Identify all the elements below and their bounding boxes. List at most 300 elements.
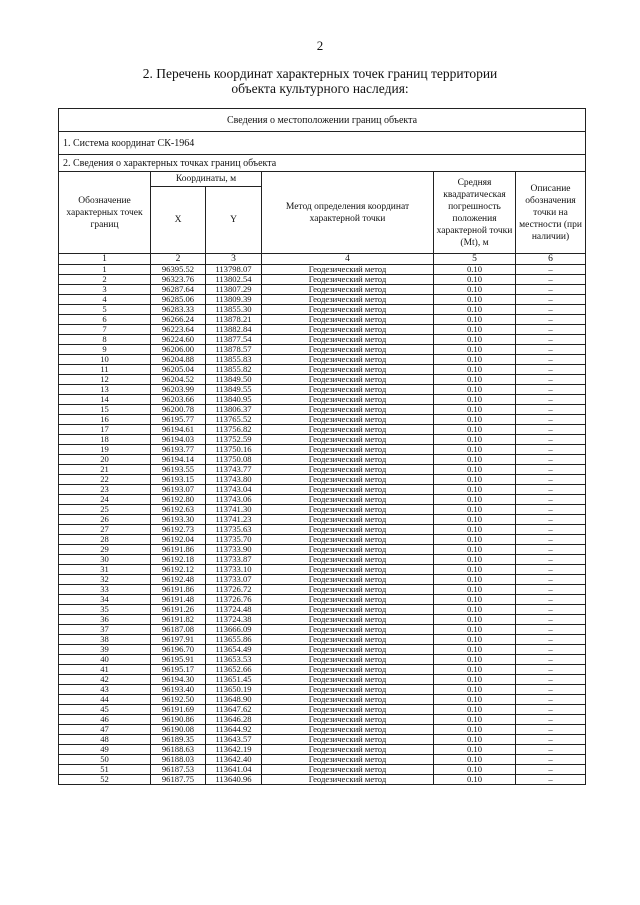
point-number: 10 xyxy=(59,355,151,365)
table-row xyxy=(59,665,586,675)
table-row xyxy=(59,395,586,405)
point-number: 31 xyxy=(59,565,151,575)
table-row xyxy=(59,535,586,545)
method-cell: Геодезический метод xyxy=(262,345,434,355)
point-number: 45 xyxy=(59,705,151,715)
error-cell: 0.10 xyxy=(434,375,516,385)
x-coordinate: 96188.63 xyxy=(151,745,206,755)
description-cell: – xyxy=(516,625,586,635)
x-coordinate: 96193.77 xyxy=(151,445,206,455)
point-number: 5 xyxy=(59,305,151,315)
table-row xyxy=(59,625,586,635)
y-coordinate: 113735.70 xyxy=(206,535,262,545)
error-cell: 0.10 xyxy=(434,605,516,615)
description-cell: – xyxy=(516,585,586,595)
x-coordinate: 96195.77 xyxy=(151,415,206,425)
y-coordinate: 113750.16 xyxy=(206,445,262,455)
y-coordinate: 113756.82 xyxy=(206,425,262,435)
col-x-header: X xyxy=(151,187,206,254)
error-cell: 0.10 xyxy=(434,555,516,565)
method-cell: Геодезический метод xyxy=(262,765,434,775)
x-coordinate: 96192.12 xyxy=(151,565,206,575)
table-row xyxy=(59,605,586,615)
point-number: 23 xyxy=(59,485,151,495)
error-cell: 0.10 xyxy=(434,325,516,335)
table-row xyxy=(59,615,586,625)
y-coordinate: 113650.19 xyxy=(206,685,262,695)
table-row xyxy=(59,705,586,715)
description-cell: – xyxy=(516,695,586,705)
error-cell: 0.10 xyxy=(434,625,516,635)
description-cell: – xyxy=(516,305,586,315)
y-coordinate: 113878.57 xyxy=(206,345,262,355)
x-coordinate: 96188.03 xyxy=(151,755,206,765)
method-cell: Геодезический метод xyxy=(262,605,434,615)
table-row xyxy=(59,525,586,535)
x-coordinate: 96197.91 xyxy=(151,635,206,645)
y-coordinate: 113840.95 xyxy=(206,395,262,405)
method-cell: Геодезический метод xyxy=(262,305,434,315)
description-cell: – xyxy=(516,435,586,445)
error-cell: 0.10 xyxy=(434,435,516,445)
point-number: 51 xyxy=(59,765,151,775)
table-row xyxy=(59,265,586,275)
description-cell: – xyxy=(516,735,586,745)
point-number: 28 xyxy=(59,535,151,545)
table-row xyxy=(59,695,586,705)
method-cell: Геодезический метод xyxy=(262,435,434,445)
point-number: 50 xyxy=(59,755,151,765)
x-coordinate: 96192.63 xyxy=(151,505,206,515)
table-row xyxy=(59,595,586,605)
error-cell: 0.10 xyxy=(434,465,516,475)
error-cell: 0.10 xyxy=(434,535,516,545)
title-line-2: объекта культурного наследия: xyxy=(231,81,409,96)
method-cell: Геодезический метод xyxy=(262,405,434,415)
x-coordinate: 96200.78 xyxy=(151,405,206,415)
description-cell: – xyxy=(516,355,586,365)
y-coordinate: 113849.55 xyxy=(206,385,262,395)
y-coordinate: 113806.37 xyxy=(206,405,262,415)
error-cell: 0.10 xyxy=(434,405,516,415)
error-cell: 0.10 xyxy=(434,525,516,535)
table-row xyxy=(59,355,586,365)
error-cell: 0.10 xyxy=(434,265,516,275)
x-coordinate: 96203.66 xyxy=(151,395,206,405)
table-row xyxy=(59,635,586,645)
description-cell: – xyxy=(516,325,586,335)
description-cell: – xyxy=(516,475,586,485)
error-cell: 0.10 xyxy=(434,665,516,675)
x-coordinate: 96196.70 xyxy=(151,645,206,655)
x-coordinate: 96195.91 xyxy=(151,655,206,665)
table-row xyxy=(59,415,586,425)
description-cell: – xyxy=(516,405,586,415)
description-cell: – xyxy=(516,665,586,675)
error-cell: 0.10 xyxy=(434,595,516,605)
point-number: 35 xyxy=(59,605,151,615)
point-number: 41 xyxy=(59,665,151,675)
error-cell: 0.10 xyxy=(434,455,516,465)
method-cell: Геодезический метод xyxy=(262,625,434,635)
method-cell: Геодезический метод xyxy=(262,715,434,725)
method-cell: Геодезический метод xyxy=(262,685,434,695)
y-coordinate: 113741.30 xyxy=(206,505,262,515)
table-row xyxy=(59,645,586,655)
table-row xyxy=(59,765,586,775)
error-cell: 0.10 xyxy=(434,545,516,555)
error-cell: 0.10 xyxy=(434,655,516,665)
method-cell: Геодезический метод xyxy=(262,285,434,295)
y-coordinate: 113809.39 xyxy=(206,295,262,305)
x-coordinate: 96192.18 xyxy=(151,555,206,565)
point-number: 44 xyxy=(59,695,151,705)
y-coordinate: 113878.21 xyxy=(206,315,262,325)
error-cell: 0.10 xyxy=(434,685,516,695)
error-cell: 0.10 xyxy=(434,755,516,765)
point-number: 20 xyxy=(59,455,151,465)
col-number: 1 xyxy=(59,254,151,265)
point-number: 49 xyxy=(59,745,151,755)
table-row xyxy=(59,305,586,315)
table-row xyxy=(59,775,586,785)
description-cell: – xyxy=(516,465,586,475)
table-row xyxy=(59,315,586,325)
table-row xyxy=(59,455,586,465)
point-number: 4 xyxy=(59,295,151,305)
table-body xyxy=(59,265,586,785)
error-cell: 0.10 xyxy=(434,275,516,285)
description-cell: – xyxy=(516,545,586,555)
point-number: 22 xyxy=(59,475,151,485)
description-cell: – xyxy=(516,415,586,425)
table-row xyxy=(59,325,586,335)
error-cell: 0.10 xyxy=(434,395,516,405)
error-cell: 0.10 xyxy=(434,385,516,395)
col-error-header: Средняя квадратическая погрешность положения характерной точки (Mt), м xyxy=(434,172,516,254)
point-number: 14 xyxy=(59,395,151,405)
point-number: 19 xyxy=(59,445,151,455)
method-cell: Геодезический метод xyxy=(262,385,434,395)
error-cell: 0.10 xyxy=(434,515,516,525)
table-row xyxy=(59,435,586,445)
method-cell: Геодезический метод xyxy=(262,665,434,675)
y-coordinate: 113807.29 xyxy=(206,285,262,295)
method-cell: Геодезический метод xyxy=(262,695,434,705)
description-cell: – xyxy=(516,565,586,575)
error-cell: 0.10 xyxy=(434,565,516,575)
method-cell: Геодезический метод xyxy=(262,555,434,565)
x-coordinate: 96192.50 xyxy=(151,695,206,705)
y-coordinate: 113855.30 xyxy=(206,305,262,315)
error-cell: 0.10 xyxy=(434,335,516,345)
error-cell: 0.10 xyxy=(434,575,516,585)
error-cell: 0.10 xyxy=(434,725,516,735)
error-cell: 0.10 xyxy=(434,775,516,785)
table-row xyxy=(59,475,586,485)
description-cell: – xyxy=(516,555,586,565)
point-number: 32 xyxy=(59,575,151,585)
point-number: 37 xyxy=(59,625,151,635)
method-cell: Геодезический метод xyxy=(262,645,434,655)
error-cell: 0.10 xyxy=(434,715,516,725)
table-row xyxy=(59,655,586,665)
description-cell: – xyxy=(516,615,586,625)
method-cell: Геодезический метод xyxy=(262,745,434,755)
y-coordinate: 113733.10 xyxy=(206,565,262,575)
y-coordinate: 113743.77 xyxy=(206,465,262,475)
table-row xyxy=(59,405,586,415)
table-row xyxy=(59,745,586,755)
y-coordinate: 113655.86 xyxy=(206,635,262,645)
x-coordinate: 96287.64 xyxy=(151,285,206,295)
error-cell: 0.10 xyxy=(434,355,516,365)
description-cell: – xyxy=(516,575,586,585)
description-cell: – xyxy=(516,425,586,435)
method-cell: Геодезический метод xyxy=(262,575,434,585)
y-coordinate: 113735.63 xyxy=(206,525,262,535)
method-cell: Геодезический метод xyxy=(262,375,434,385)
point-number: 16 xyxy=(59,415,151,425)
error-cell: 0.10 xyxy=(434,765,516,775)
col-designation-header: Обозначение характерных точек границ xyxy=(59,172,151,254)
table-row xyxy=(59,345,586,355)
method-cell: Геодезический метод xyxy=(262,505,434,515)
col-y-header: Y xyxy=(206,187,262,254)
point-number: 13 xyxy=(59,385,151,395)
x-coordinate: 96193.07 xyxy=(151,485,206,495)
page-title xyxy=(0,66,640,96)
description-cell: – xyxy=(516,445,586,455)
method-cell: Геодезический метод xyxy=(262,395,434,405)
point-number: 39 xyxy=(59,645,151,655)
point-number: 27 xyxy=(59,525,151,535)
col-number: 3 xyxy=(206,254,262,265)
y-coordinate: 113724.38 xyxy=(206,615,262,625)
method-cell: Геодезический метод xyxy=(262,445,434,455)
description-cell: – xyxy=(516,745,586,755)
table-row xyxy=(59,275,586,285)
col-number: 2 xyxy=(151,254,206,265)
x-coordinate: 96193.55 xyxy=(151,465,206,475)
method-cell: Геодезический метод xyxy=(262,775,434,785)
col-number: 5 xyxy=(434,254,516,265)
method-cell: Геодезический метод xyxy=(262,525,434,535)
y-coordinate: 113882.84 xyxy=(206,325,262,335)
coordinate-system: 1. Система координат СК-1964 xyxy=(59,132,586,155)
method-cell: Геодезический метод xyxy=(262,535,434,545)
x-coordinate: 96189.35 xyxy=(151,735,206,745)
table-row xyxy=(59,555,586,565)
col-number: 4 xyxy=(262,254,434,265)
error-cell: 0.10 xyxy=(434,445,516,455)
table-row xyxy=(59,565,586,575)
page-number: 2 xyxy=(316,38,324,53)
x-coordinate: 96223.64 xyxy=(151,325,206,335)
method-cell: Геодезический метод xyxy=(262,565,434,575)
y-coordinate: 113653.53 xyxy=(206,655,262,665)
point-number: 9 xyxy=(59,345,151,355)
x-coordinate: 96204.52 xyxy=(151,375,206,385)
method-cell: Геодезический метод xyxy=(262,755,434,765)
table-row xyxy=(59,725,586,735)
point-number: 38 xyxy=(59,635,151,645)
x-coordinate: 96192.48 xyxy=(151,575,206,585)
x-coordinate: 96195.17 xyxy=(151,665,206,675)
method-cell: Геодезический метод xyxy=(262,265,434,275)
description-cell: – xyxy=(516,395,586,405)
description-cell: – xyxy=(516,455,586,465)
description-cell: – xyxy=(516,635,586,645)
description-cell: – xyxy=(516,285,586,295)
table-row xyxy=(59,425,586,435)
x-coordinate: 96190.08 xyxy=(151,725,206,735)
point-number: 42 xyxy=(59,675,151,685)
table-row xyxy=(59,515,586,525)
error-cell: 0.10 xyxy=(434,705,516,715)
y-coordinate: 113743.80 xyxy=(206,475,262,485)
point-number: 8 xyxy=(59,335,151,345)
y-coordinate: 113765.52 xyxy=(206,415,262,425)
table-row xyxy=(59,485,586,495)
y-coordinate: 113733.07 xyxy=(206,575,262,585)
x-coordinate: 96194.61 xyxy=(151,425,206,435)
description-cell: – xyxy=(516,375,586,385)
table-row xyxy=(59,685,586,695)
x-coordinate: 96194.14 xyxy=(151,455,206,465)
error-cell: 0.10 xyxy=(434,745,516,755)
method-cell: Геодезический метод xyxy=(262,465,434,475)
point-number: 12 xyxy=(59,375,151,385)
description-cell: – xyxy=(516,655,586,665)
x-coordinate: 96194.03 xyxy=(151,435,206,445)
y-coordinate: 113743.04 xyxy=(206,485,262,495)
x-coordinate: 96204.88 xyxy=(151,355,206,365)
y-coordinate: 113752.59 xyxy=(206,435,262,445)
method-cell: Геодезический метод xyxy=(262,655,434,665)
table-row xyxy=(59,545,586,555)
y-coordinate: 113724.48 xyxy=(206,605,262,615)
description-cell: – xyxy=(516,495,586,505)
point-number: 6 xyxy=(59,315,151,325)
y-coordinate: 113743.06 xyxy=(206,495,262,505)
error-cell: 0.10 xyxy=(434,645,516,655)
method-cell: Геодезический метод xyxy=(262,485,434,495)
error-cell: 0.10 xyxy=(434,735,516,745)
table-row xyxy=(59,365,586,375)
x-coordinate: 96191.86 xyxy=(151,585,206,595)
x-coordinate: 96192.04 xyxy=(151,535,206,545)
point-number: 33 xyxy=(59,585,151,595)
method-cell: Геодезический метод xyxy=(262,705,434,715)
y-coordinate: 113648.90 xyxy=(206,695,262,705)
method-cell: Геодезический метод xyxy=(262,335,434,345)
method-cell: Геодезический метод xyxy=(262,675,434,685)
x-coordinate: 96192.73 xyxy=(151,525,206,535)
y-coordinate: 113750.08 xyxy=(206,455,262,465)
y-coordinate: 113855.82 xyxy=(206,365,262,375)
point-number: 36 xyxy=(59,615,151,625)
point-number: 52 xyxy=(59,775,151,785)
description-cell: – xyxy=(516,295,586,305)
x-coordinate: 96206.00 xyxy=(151,345,206,355)
point-number: 24 xyxy=(59,495,151,505)
y-coordinate: 113798.07 xyxy=(206,265,262,275)
col-coordinates-header: Координаты, м xyxy=(151,172,262,187)
y-coordinate: 113733.90 xyxy=(206,545,262,555)
point-number: 17 xyxy=(59,425,151,435)
y-coordinate: 113726.76 xyxy=(206,595,262,605)
x-coordinate: 96191.48 xyxy=(151,595,206,605)
description-cell: – xyxy=(516,755,586,765)
y-coordinate: 113855.83 xyxy=(206,355,262,365)
description-cell: – xyxy=(516,765,586,775)
error-cell: 0.10 xyxy=(434,285,516,295)
y-coordinate: 113877.54 xyxy=(206,335,262,345)
y-coordinate: 113647.62 xyxy=(206,705,262,715)
x-coordinate: 96192.80 xyxy=(151,495,206,505)
x-coordinate: 96193.15 xyxy=(151,475,206,485)
point-number: 46 xyxy=(59,715,151,725)
method-cell: Геодезический метод xyxy=(262,365,434,375)
y-coordinate: 113641.04 xyxy=(206,765,262,775)
description-cell: – xyxy=(516,685,586,695)
x-coordinate: 96191.86 xyxy=(151,545,206,555)
coordinates-table xyxy=(58,108,586,785)
x-coordinate: 96205.04 xyxy=(151,365,206,375)
table-row xyxy=(59,755,586,765)
error-cell: 0.10 xyxy=(434,475,516,485)
table-row xyxy=(59,675,586,685)
col-number: 6 xyxy=(516,254,586,265)
method-cell: Геодезический метод xyxy=(262,275,434,285)
method-cell: Геодезический метод xyxy=(262,735,434,745)
description-cell: – xyxy=(516,315,586,325)
table-row xyxy=(59,445,586,455)
method-cell: Геодезический метод xyxy=(262,495,434,505)
description-cell: – xyxy=(516,485,586,495)
table-row xyxy=(59,495,586,505)
method-cell: Геодезический метод xyxy=(262,515,434,525)
error-cell: 0.10 xyxy=(434,365,516,375)
table-row xyxy=(59,285,586,295)
col-method-header: Метод определения координат характерной точки xyxy=(262,172,434,254)
point-number: 26 xyxy=(59,515,151,525)
method-cell: Геодезический метод xyxy=(262,475,434,485)
method-cell: Геодезический метод xyxy=(262,455,434,465)
y-coordinate: 113666.09 xyxy=(206,625,262,635)
y-coordinate: 113849.50 xyxy=(206,375,262,385)
x-coordinate: 96193.30 xyxy=(151,515,206,525)
x-coordinate: 96224.60 xyxy=(151,335,206,345)
description-cell: – xyxy=(516,505,586,515)
y-coordinate: 113733.87 xyxy=(206,555,262,565)
x-coordinate: 96187.08 xyxy=(151,625,206,635)
x-coordinate: 96323.76 xyxy=(151,275,206,285)
point-number: 47 xyxy=(59,725,151,735)
table-row xyxy=(59,465,586,475)
title-line-1: 2. Перечень координат характерных точек границ территории xyxy=(142,66,498,81)
point-number: 18 xyxy=(59,435,151,445)
table-row xyxy=(59,735,586,745)
point-number: 29 xyxy=(59,545,151,555)
description-cell: – xyxy=(516,715,586,725)
point-number: 15 xyxy=(59,405,151,415)
x-coordinate: 96194.30 xyxy=(151,675,206,685)
x-coordinate: 96191.69 xyxy=(151,705,206,715)
description-cell: – xyxy=(516,705,586,715)
error-cell: 0.10 xyxy=(434,675,516,685)
